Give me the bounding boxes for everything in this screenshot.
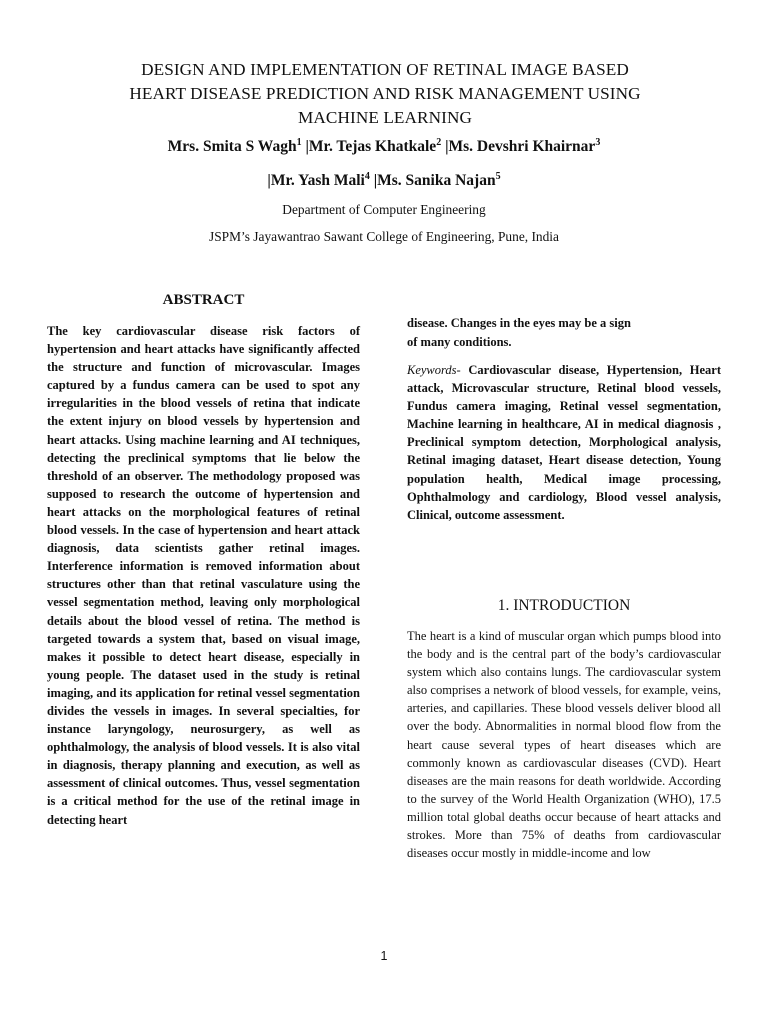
- author-separator: |: [267, 172, 271, 189]
- title-line: MACHINE LEARNING: [298, 108, 472, 127]
- author-name: Ms. Sanika Najan: [377, 172, 496, 189]
- author-name: Ms. Devshri Khairnar: [448, 138, 596, 155]
- title-line: HEART DISEASE PREDICTION AND RISK MANAGEMENT USING: [129, 84, 641, 103]
- author-line-2: [40, 172, 728, 190]
- author-separator: |: [301, 138, 309, 155]
- author-affiliation-mark: 5: [495, 171, 501, 182]
- author-separator: |: [441, 138, 449, 155]
- author-affiliation-mark: 2: [436, 137, 442, 148]
- page-number: 1: [380, 949, 388, 963]
- keywords-label: Keywords-: [407, 363, 461, 377]
- abstract-body: The key cardiovascular disease risk factors of hypertension and heart attacks have significantly affected the structure and function of microvascular. Images captured by a fundus camera can be used to spot any irregularities in the blood vessels of retina that indicate the extent injury on blood vessels by hypertension and heart attacks. Using machine learning and AI techniques, detecting the preclinical symptoms that lie below the threshold of an observer. The methodology proposed was supposed to research the outcome of hypertension and heart attacks on the morphological features of retinal blood vessels. In the case of hypertension and heart attack diagnosis, data scientists gather retinal images. Interference information is removed information about structures other than that retinal vasculature using the vessel segmentation method, leaving only morphological details about the blood vessel of retina. The method is targeted towards a system that, based on visual image, makes it possible to detect heart disease, especially in young people. The dataset used in the study is retinal imaging, and its application for retinal vessel segmentation divides the vessels in images. In several specialties, for instance laryngology, neurosurgery, as well as ophthalmology, the analysis of blood vessels. It is also vital in diagnosis, therapy planning and execution, as well as assessment of clinical outcomes. Thus, vessel segmentation is a critical method for the use of the retinal image in detecting heart: [47, 324, 360, 827]
- author-separator: |: [369, 172, 378, 189]
- author-affiliation-mark: 4: [364, 171, 370, 182]
- abstract-heading: ABSTRACT: [162, 292, 245, 308]
- keywords-text: Cardiovascular disease, Hypertension, Heart attack, Microvascular structure, Retinal blood vessels, Fundus camera imaging, Retinal vessel segmentation, Machine learning in healthcare, AI in medical diagnosis , Preclinical symptom detection, Morphological analysis, Retinal imaging dataset, Heart disease detection, Young population health, Medical image processing, Ophthalmology and cardiology, Blood vessel analysis, Clinical, outcome assessment.: [407, 363, 721, 522]
- author-name: Mrs. Smita S Wagh: [167, 138, 297, 155]
- author-line-1: [40, 138, 728, 156]
- abstract-continuation-line: of many conditions.: [407, 335, 512, 349]
- keywords: [407, 361, 721, 524]
- introduction-body: The heart is a kind of muscular organ which pumps blood into the body and is the central part of the body’s cardiovascular system which also contains lungs. The cardiovascular system also comprises a network of blood vessels, for example, veins, arteries, and capillaries. These blood vessels deliver blood all over the body. Abnormalities in normal blood flow from the heart cause several types of heart diseases which are commonly known as cardiovascular diseases (CVD). Heart diseases are the main reasons for death worldwide. According to the survey of the World Health Organization (WHO), 17.5 million total global deaths occur because of heart attacks and strokes. More than 75% of deaths from cardiovascular diseases occur mostly in middle-income and low: [407, 629, 721, 861]
- department: Department of Computer Engineering: [282, 202, 486, 217]
- institution: JSPM’s Jayawantrao Sawant College of Engineering, Pune, India: [209, 229, 559, 244]
- introduction-heading: 1. INTRODUCTION: [497, 597, 631, 614]
- author-name: Mr. Tejas Khatkale: [308, 138, 437, 155]
- abstract-continuation: [407, 314, 721, 352]
- abstract-continuation-line: disease. Changes in the eyes may be a sign: [407, 316, 631, 330]
- paper-title: [60, 58, 710, 130]
- author-name: Mr. Yash Mali: [270, 172, 365, 189]
- title-line: DESIGN AND IMPLEMENTATION OF RETINAL IMAGE BASED: [141, 60, 629, 79]
- author-affiliation-mark: 3: [595, 137, 601, 148]
- author-affiliation-mark: 1: [296, 137, 302, 148]
